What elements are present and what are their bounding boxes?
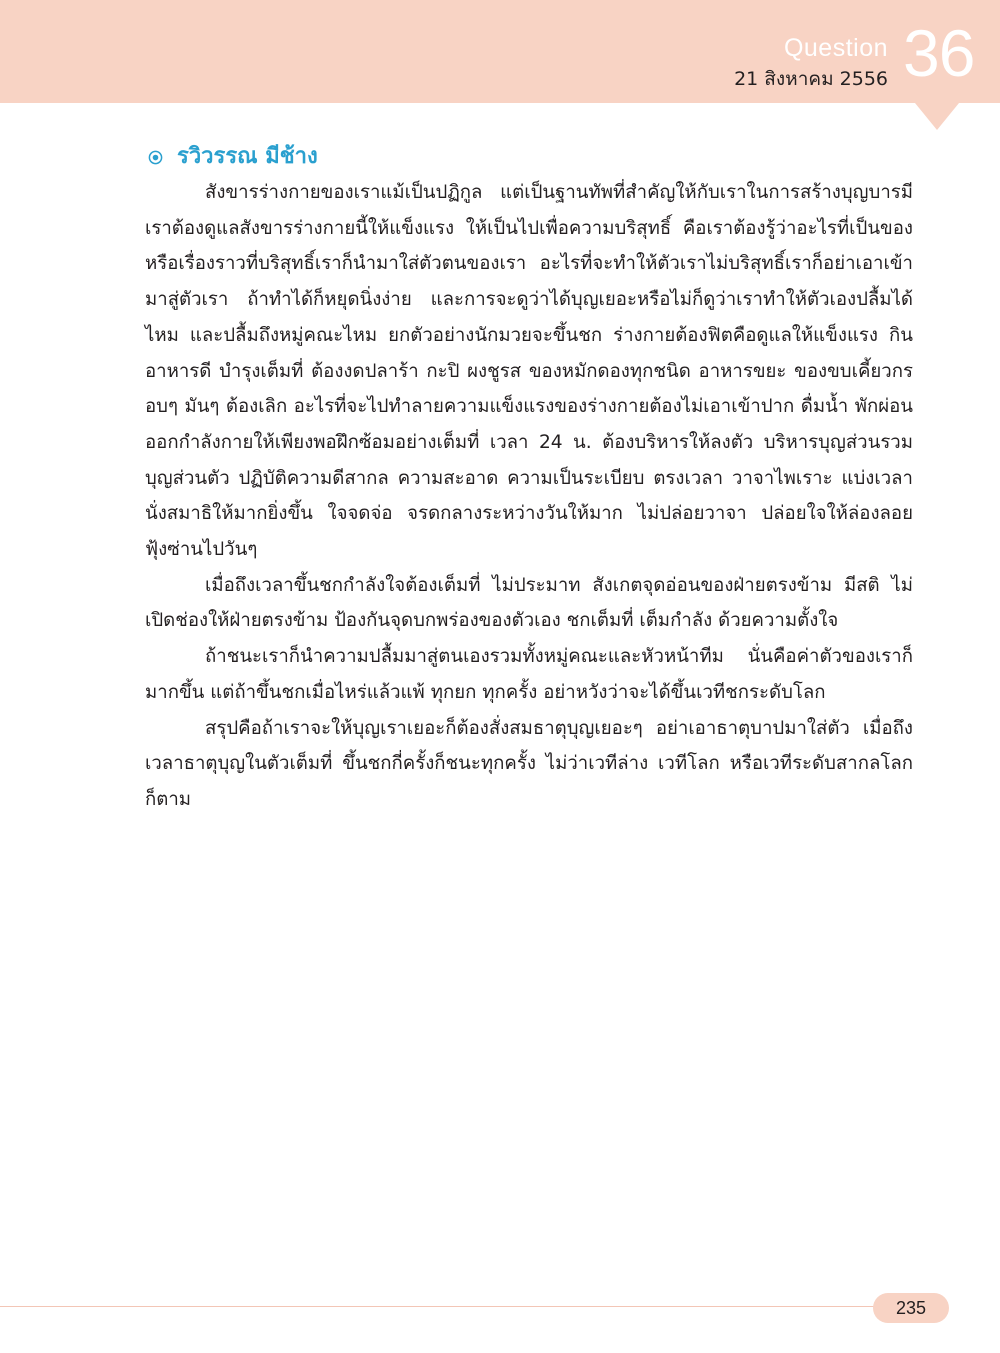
header-date: 21 สิงหาคม 2556 (734, 68, 888, 90)
article-body (145, 175, 913, 818)
header-question-label: Question (783, 34, 888, 62)
double-circle-bullet-icon (148, 150, 163, 165)
author-name: รวิวรรณ มีช้าง (177, 144, 318, 169)
author-heading (148, 146, 318, 168)
article-paragraph: สังขารร่างกายของเราแม้เป็นปฏิกูล แต่เป็นฐานทัพที่สำคัญให้กับเราในการสร้างบุญบารมี เราต้องดูแลสังขารร่างกายนี้ให้แข็งแรง ให้เป็นไปเพื่อความบริสุทธิ์ คือเราต้องรู้ว่าอะไรที่เป็นของหรือเรื่องราวที่บริสุทธิ์เราก็นำมาใส่ตัวตนของเรา อะไรที่จะทำให้ตัวเราไม่บริสุทธิ์เราก็อย่าเอาเข้ามาสู่ตัวเรา ถ้าทำได้ก็หยุดนิ่งง่าย และการจะดูว่าได้บุญเยอะหรือไม่ก็ดูว่าเราทำให้ตัวเองปลื้มได้ไหม และปลื้มถึงหมู่คณะไหม ยกตัวอย่างนักมวยจะขึ้นชก ร่างกายต้องฟิตคือดูแลให้แข็งแรง กินอาหารดี บำรุงเต็มที่ ต้องงดปลาร้า กะปิ ผงชูรส ของหมักดองทุกชนิด อาหารขยะ ของขบเคี้ยวกรอบๆ มันๆ ต้องเลิก อะไรที่จะไปทำลายความแข็งแรงของร่างกายต้องไม่เอาเข้าปาก ดื่มน้ำ พักผ่อน ออกกำลังกายให้เพียงพอฝึกซ้อมอย่างเต็มที่ เวลา 24 น. ต้องบริหารให้ลงตัว บริหารบุญส่วนรวม บุญส่วนตัว ปฏิบัติความดีสากล ความสะอาด ความเป็นระเบียบ ตรงเวลา วาจาไพเราะ แบ่งเวลานั่งสมาธิให้มากยิ่งขึ้น ใจจดจ่อ จรดกลางระหว่างวันให้มาก ไม่ปล่อยวาจา ปล่อยใจให้ล่องลอย ฟุ้งซ่านไปวันๆ (145, 182, 913, 561)
article-paragraph: เมื่อถึงเวลาขึ้นชกกำลังใจต้องเต็มที่ ไม่ประมาท สังเกตจุดอ่อนของฝ่ายตรงข้าม มีสติ ไม่เปิดช่องให้ฝ่ายตรงข้าม ป้องกันจุดบกพร่องของตัวเอง ชกเต็มที่ เต็มกำลัง ด้วยความตั้งใจ (145, 574, 913, 632)
footer-divider (0, 1306, 880, 1307)
article-paragraph: สรุปคือถ้าเราจะให้บุญเราเยอะก็ต้องสั่งสมธาตุบุญเยอะๆ อย่าเอาธาตุบาปมาใส่ตัว เมื่อถึงเวลาธาตุบุญในตัวเต็มที่ ขึ้นชกกี่ครั้งก็ชนะทุกครั้ง ไม่ว่าเวทีล่าง เวทีโลก หรือเวทีระดับสากลโลกก็ตาม (145, 717, 913, 810)
header-issue-number: 36 (903, 16, 975, 90)
article-paragraph: ถ้าชนะเราก็นำความปลื้มมาสู่ตนเองรวมทั้งหมู่คณะและหัวหน้าทีม นั่นคือค่าตัวของเราก็มากขึ้น แต่ถ้าขึ้นชกเมื่อไหร่แล้วแพ้ ทุกยก ทุกครั้ง อย่าหวังว่าจะได้ขึ้นเวทีชกระดับโลก (145, 646, 913, 703)
page-number: 235 (895, 1297, 927, 1318)
page-number-badge (873, 1293, 949, 1323)
header-tab-pointer (915, 103, 959, 130)
